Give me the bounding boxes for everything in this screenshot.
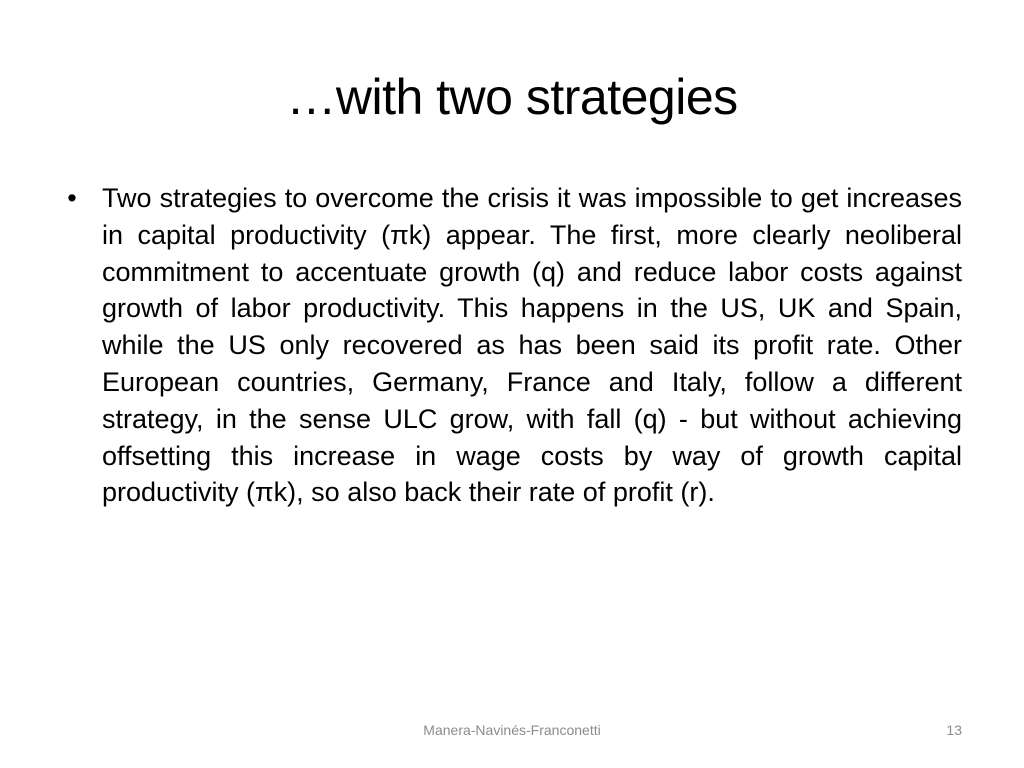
footer-author: Manera-Navinés-Franconetti — [423, 722, 601, 738]
bullet-item — [62, 180, 962, 511]
slide-title: …with two strategies — [286, 69, 738, 125]
bullet-list — [62, 180, 962, 511]
bullet-marker: • — [67, 183, 77, 213]
page-number: 13 — [946, 722, 962, 738]
bullet-text: Two strategies to overcome the crisis it was impossible to get increases in capital productivity (πk) appear. The first, more clearly neoliberal commitment to accentuate growth (q) and reduce labor costs against growth of labor productivity. This happens in the US, UK and Spain, while the US only recovered as has been said its profit rate. Other European countries, Germany, France and Italy, follow a different strategy, in the sense ULC grow, with fall (q) - but without achieving offsetting this increase in wage costs by way of growth capital productivity (πk), so also back their rate of profit (r). — [102, 183, 962, 508]
